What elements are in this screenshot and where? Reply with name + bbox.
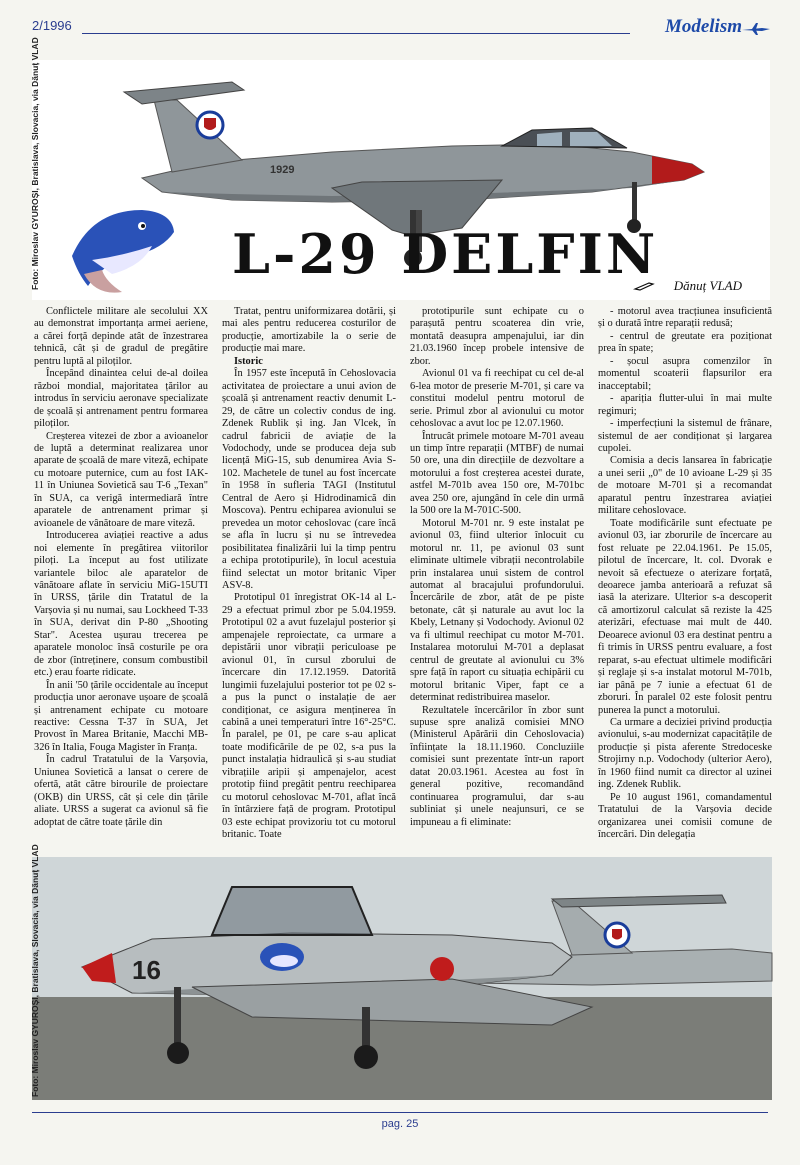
header-rule (82, 33, 630, 34)
paragraph: Introducerea aviației reactive a adus noi elemente în pregătirea viitorilor piloți. La început au fost utilizate variantele biloc ale aparatelor de vânătoare aflate în serviciu MiG-15UTI în URSS, țările din Tratatul de la Varșovia și nu numai, sau Lockheed T-33 în SUA, derivat din P-80 „Shooting Star". Acestea ușurau trecerea pe aparatele monoloc însă costurile pe ora de zbor (întreținere, consum combustibil etc.) erau foarte ridicate. (34, 530, 208, 679)
paragraph: - centrul de greutate era poziționat prea în spate; (598, 330, 772, 355)
nose-number: 16 (132, 955, 161, 985)
jet-icon (740, 22, 772, 36)
tail-number: 1929 (270, 164, 295, 176)
paragraph: - șocul asupra comenzilor în momentul scoaterii flapsurilor era inacceptabil; (598, 355, 772, 392)
paragraph: Rezultatele încercărilor în zbor sunt supuse spre analiză comisiei MNO (Ministerul Apărării din Cehoslovacia) înființate la 18.11.1960. Concluziile comisiei sunt prezentate într-un raport datat 20.03.1961. Acestea au fost în general pozitive, recomandând continuarea programului, dar s-au subliniat și unele neajunsuri, ce se impuneau a fi eliminate: (410, 704, 584, 828)
paragraph: Prototipul 01 înregistrat OK-14 al L-29 a efectuat primul zbor pe 5.04.1959. Prototipul 02 a avut fuzelajul posterior și ampenajele reproiectate, ca urmare a depistării unor vibrații periculoase pe avionul 01, în cursul zborului de încercare din 17.12.1959. Datorită lungimii fuzelajului posterior tot pe 02 s-a pus la punct o instalație de aer condiționat, ce asigura menținerea în cabină a unei temperaturi între 16°-25°C. În paralel, pe 01, pe care s-au aplicat toate modificările de pe 02, s-a pus la punct instalația hidraulică și s-au studiat vibrațiile aripii și ampenajelor, acest prototip fiind pregătit pentru reechiparea cu motorul cehoslovac M-701, aflat încă în întârziere față de program. Prototipul 03 este echipat provizoriu tot cu motorul britanic. Toate (222, 592, 396, 841)
pen-icon (634, 281, 654, 291)
column-4 (598, 306, 772, 852)
issue-number: 2/1996 (32, 18, 72, 33)
paragraph: Avionul 01 va fi reechipat cu cel de-al 6-lea motor de preserie M-701, și care va constitui modelul pentru motorul de serie. Primul zbor al avionului cu motor cehoslovac a avut loc pe 12.07.1960. (410, 368, 584, 430)
paragraph: Tratat, pentru uniformizarea dotării, și mai ales pentru reducerea costurilor de producție, amortizabile la o serie de producție mai mare. (222, 306, 396, 355)
column-2 (222, 306, 396, 852)
photo-credit: Foto: Miroslav GYUROȘI, Bratislava, Slovacia, via Dănuț VLAD (30, 37, 40, 290)
page-number: pag. 25 (381, 1118, 419, 1130)
paragraph: prototipurile sunt echipate cu o parașută pentru scoaterea din vrie, montată deasupra ampenajului, iar din 21.03.1960 încep probele intensive de zbor. (410, 306, 584, 367)
column-3 (410, 306, 584, 852)
paragraph: - apariția flutter-ului în mai multe regimuri; (598, 393, 772, 417)
bottom-photo (30, 844, 772, 1100)
paragraph: - imperfecțiuni la sistemul de frânare, sistemul de aer condiționat și largarea cupolei. (598, 418, 772, 454)
paragraph: Conflictele militare ale secolului XX au demonstrat importanța armei aeriene, a cărei forță depinde atât de înzestrarea tehnică, cât și de gradul de pregătire pentru luptă al piloților. (34, 306, 208, 367)
paragraph: Ca urmare a deciziei privind producția avionului, s-au modernizat capacitățile de producție și pista aferente Stredoceske Strojirny n.p. Vodochody (ulterior Aero), în 1960 fiind numit ca director al uzinei ing. Zdenek Rublik. (598, 716, 772, 791)
footer-rule (32, 1112, 768, 1113)
paragraph: Toate modificările sunt efectuate pe avionul 03, iar zborurile de încercare au fost reluate pe 22.04.1961. Pe 15.05, pilotul de încercare, lt. col. Dvorak e nevoit să efectueze o aterizare forțată, deoarece jamba anterioară a refuzat să iasă la aterizare. Ulterior s-a descoperit că amortizorul calculat să reziste la 425 aterizări, efectuase mai mult de 440. Deoarece avionul 03 era destinat pentru a fi trimis în URSS pentru evaluare, a fost reparat, s-au efectuat ultimele modificări și reglaje și s-a instalat motorul M-701b, iar până pe 7 iunie a efectuat 61 de zboruri. În paralel 02 este folosit pentru punerea la punct a motorului. (598, 517, 772, 716)
column-1 (34, 306, 208, 852)
paragraph: Motorul M-701 nr. 9 este instalat pe avionul 03, fiind ulterior înlocuit cu motorul nr. 11, pe avionul 03 sunt eliminate ultimele vibrații necontrolabile prin instalarea unui sistem de control automat al bracajului profundorului. Încercările de zbor, atât de pe piste betonate, cât și naturale au avut loc la Kbely, Letnany și Vodochody. Avionul 02 va fi ultimul reechipat cu motor M-701. Instalarea motorului M-701 a deplasat centrul de greutate al avionului cu 3% spre față în raport cu situația echipării cu motorul britanic Viper, fapt ce a determinat redistribuirea maselor. (410, 517, 584, 704)
article-title: L-29 DELFIN (232, 222, 659, 286)
photo-credit: Foto: Miroslav GYUROȘI, Bratislava, Slovacia, via Dănuț VLAD (30, 844, 40, 1097)
paragraph: Creșterea vitezei de zbor a avioanelor de luptă a determinat realizarea unor aparate de școală de mare viteză, echipate cu motoare puternice, cum au fost IAK-11 în Uniunea Sovietică sau T-6 „Texan" în SUA, ca verigă intermediară între aparatele de antrenament primar și avioanele de vânătoare de mare viteză. (34, 430, 208, 529)
paragraph: Întrucât primele motoare M-701 aveau un timp între reparații (MTBF) de numai 50 ore, una din direcțiile de dezvoltare a motorului a fost creșterea acestei durate, astfel M-701b avea 150 ore, M-701bc avea 250 ore, ajungând în cele din urmă la 500 ore la M-701C-500. (410, 430, 584, 517)
paragraph: Pe 10 august 1961, comandamentul Tratatului de la Varșovia decide organizarea unei comisii comune de încercări. Din delegația (598, 791, 772, 841)
paragraph: În cadrul Tratatului de la Varșovia, Uniunea Sovietică a lansat o cerere de ofertă, atât către birourile de proiectare (OKB) din URSS, cât și cele din țările aliate. URSS a sugerat ca avionul să fie adoptat de către toate țările din (34, 754, 208, 828)
paragraph: În 1957 este începută în Cehoslovacia activitatea de proiectare a unui avion de școală și antrenament reactiv denumit L-29, de către un colectiv condus de ing. Zdenek Rublik și ing. Jan Vlcek, în cadrul fabricii de aviație de la Vodochody, unde se producea deja sub licență MiG-15, sub denumirea Avia S-102. Machetele de tunel au fost încercate în 1958 în sufleria TAGI (Institutul Central de Aero și Hidrodinamică din Moscova). Pentru echiparea avionului se prevedea un motor cehoslovac (care încă se afla în lucru și nu se întrevedea posibilitatea finalizării lui la timp pentru a echipa prototipurile), în locul acestuia fiind selectat un motor britanic Viper ASV-8. (222, 368, 396, 591)
section-heading: Istoric (234, 355, 263, 367)
paragraph: În anii '50 țările occidentale au început producția unor aeronave ușoare de școală și antrenament echipate cu motoare reactive: Cessna T-37 în SUA, Jet Provost în Marea Britanie, Macchi MB-326 în Italia, Fouga Magister în Franța. (34, 679, 208, 753)
magazine-logo: Modelism (664, 16, 742, 37)
article-body (34, 306, 772, 852)
paragraph: Începând dinaintea celui de-al doilea război mondial, majoritatea țărilor au introdus în serviciu aeronave specializate de școală și antrenament pentru formarea piloților. (34, 368, 208, 430)
paragraph: Comisia a decis lansarea în fabricație a unei serii „0" de 10 avioane L-29 și 35 de motoare M-701 și a recomandat aparatul pentru înzestrarea aviației militare cehoslovace. (598, 455, 772, 517)
paragraph: - motorul avea tracțiunea insuficientă și o durată între reparații redusă; (598, 306, 772, 330)
author-byline: Dănuț VLAD (673, 278, 742, 293)
